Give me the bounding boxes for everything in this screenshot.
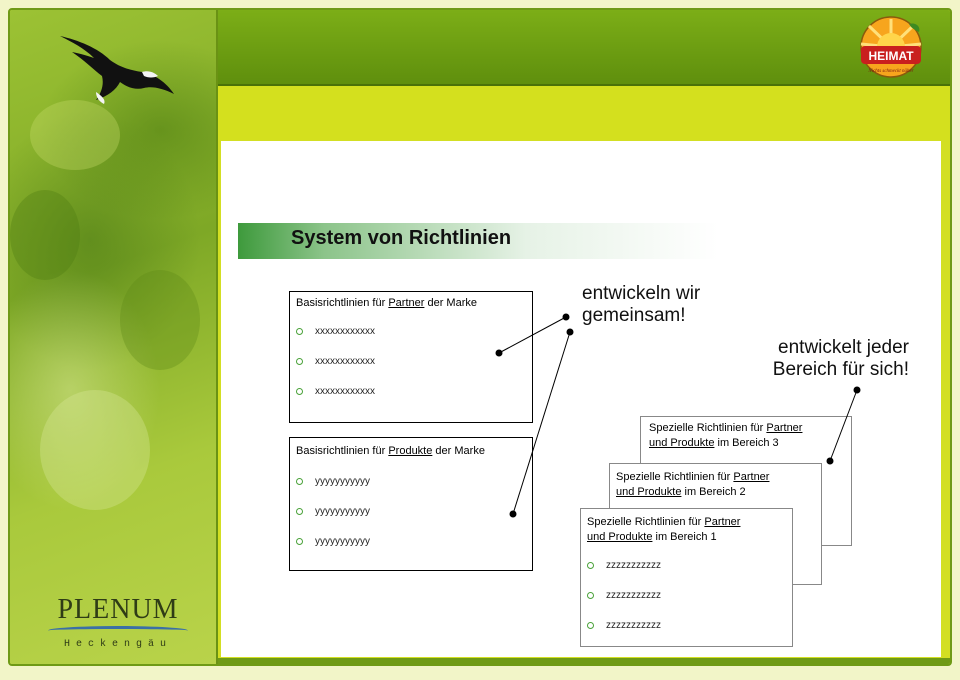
callout-each-area-line2: Bereich für sich! <box>772 359 909 380</box>
list-item: yyyyyyyyyyy <box>296 467 532 497</box>
list-item: xxxxxxxxxxxx <box>296 377 532 407</box>
partner-box-heading: Basisrichtlinien für Partner der Marke <box>296 297 477 309</box>
callout-together-line1: entwickeln wir <box>582 283 701 304</box>
eagle-icon <box>58 30 178 110</box>
list-item: xxxxxxxxxxxx <box>296 317 532 347</box>
texture-spot <box>40 390 150 510</box>
texture-spot <box>120 270 200 370</box>
products-link-text: Produkte <box>388 445 433 457</box>
list-item: xxxxxxxxxxxx <box>296 347 532 377</box>
plenum-logo <box>38 594 198 650</box>
partner-link-text: Partner <box>388 297 425 309</box>
plenum-logo-subtitle: Heckengäu <box>63 639 172 650</box>
slide-content <box>221 141 941 657</box>
footer-line <box>218 658 950 664</box>
texture-spot <box>30 100 120 170</box>
connector-lines <box>221 141 941 657</box>
list-item: yyyyyyyyyyy <box>296 497 532 527</box>
list-item: zzzzzzzzzzz <box>587 581 792 611</box>
products-box-heading: Basisrichtlinien für Produkte der Marke <box>296 445 485 457</box>
plenum-logo-wave <box>48 626 188 635</box>
area-1-heading: Spezielle Richtlinien für Partner und Produkte im Bereich 1 <box>587 516 741 543</box>
header-bar <box>218 10 950 86</box>
connector-dot <box>567 329 573 335</box>
list-item: zzzzzzzzzzz <box>587 611 792 641</box>
callout-each-area-line1: entwickelt jeder <box>778 337 909 358</box>
connector-dot <box>827 458 833 464</box>
area-3-heading: Spezielle Richtlinien für Partner und Produkte im Bereich 3 <box>649 422 803 449</box>
heimat-logo <box>855 16 927 78</box>
list-item: yyyyyyyyyyy <box>296 527 532 557</box>
area-2-heading: Spezielle Richtlinien für Partner und Produkte im Bereich 2 <box>616 471 770 498</box>
callout-together-line2: gemeinsam! <box>582 305 686 326</box>
slide-frame <box>8 8 952 666</box>
heimat-logo-text: HEIMAT <box>868 49 914 63</box>
connector-dot <box>510 511 516 517</box>
list-item: zzzzzzzzzzz <box>587 551 792 581</box>
connector-dot <box>563 314 569 320</box>
plenum-logo-word: PLENUM <box>57 594 179 625</box>
header-band <box>218 86 950 140</box>
slide-title: System von Richtlinien <box>291 227 512 249</box>
connector-dot <box>496 350 502 356</box>
heimat-logo-tagline: Nichts schmeckt näher <box>868 69 914 74</box>
connector-dot <box>854 387 860 393</box>
sidebar-photo-panel <box>10 10 218 664</box>
texture-spot <box>10 190 80 280</box>
